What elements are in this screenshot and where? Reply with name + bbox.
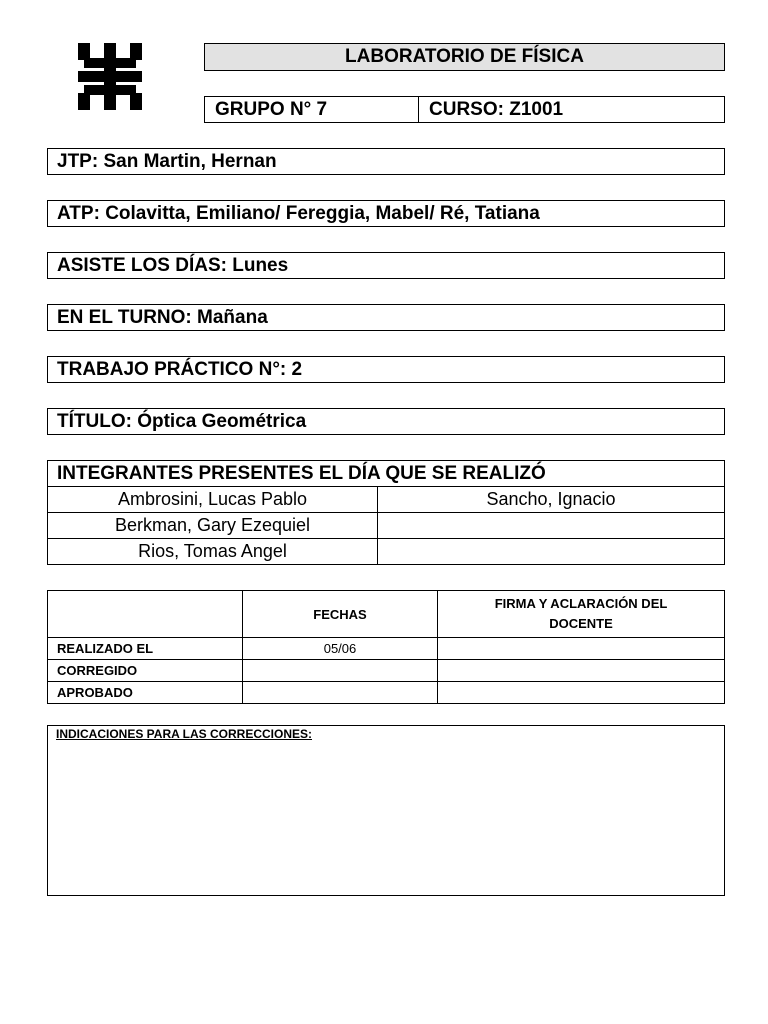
tp-number-field: TRABAJO PRÁCTICO N°: 2 [47, 356, 725, 383]
atp-field: ATP: Colavitta, Emiliano/ Fereggia, Mabel/ Ré, Tatiana [47, 200, 725, 227]
table-row [48, 660, 725, 682]
utn-logo [78, 43, 142, 110]
firma-header [438, 591, 725, 638]
title-field: TÍTULO: Óptica Geométrica [47, 408, 725, 435]
empty-header-cell [48, 591, 243, 638]
table-header-row [48, 591, 725, 638]
row-label: CORREGIDO [48, 660, 243, 682]
date-cell: 05/06 [243, 638, 438, 660]
firma-header-line1: FIRMA Y ACLARACIÓN DEL [494, 596, 668, 611]
member-cell: Rios, Tomas Angel [48, 539, 378, 565]
signature-cell [438, 638, 725, 660]
member-cell: Berkman, Gary Ezequiel [48, 513, 378, 539]
date-cell [243, 660, 438, 682]
row-label: REALIZADO EL [48, 638, 243, 660]
signature-cell [438, 682, 725, 704]
member-cell [378, 539, 725, 565]
table-row [48, 539, 725, 565]
course-cell: CURSO: Z1001 [429, 98, 564, 120]
jtp-field: JTP: San Martin, Hernan [47, 148, 725, 175]
signature-cell [438, 660, 725, 682]
shift-field: EN EL TURNO: Mañana [47, 304, 725, 331]
group-course-row [204, 96, 725, 123]
corrections-box [47, 725, 725, 896]
table-row [48, 513, 725, 539]
lab-title: LABORATORIO DE FÍSICA [345, 46, 584, 67]
page-title [204, 43, 725, 71]
member-cell [378, 513, 725, 539]
group-cell: GRUPO N° 7 [205, 97, 419, 122]
member-cell: Sancho, Ignacio [378, 487, 725, 513]
members-heading: INTEGRANTES PRESENTES EL DÍA QUE SE REALIZÓ [48, 461, 725, 487]
members-table [47, 460, 725, 565]
row-label: APROBADO [48, 682, 243, 704]
member-cell: Ambrosini, Lucas Pablo [48, 487, 378, 513]
corrections-label: INDICACIONES PARA LAS CORRECCIONES: [56, 727, 313, 741]
dates-table [47, 590, 725, 704]
firma-header-line2: DOCENTE [549, 616, 613, 631]
table-row [48, 638, 725, 660]
date-cell [243, 682, 438, 704]
days-field: ASISTE LOS DÍAS: Lunes [47, 252, 725, 279]
table-row [48, 682, 725, 704]
fechas-header: FECHAS [243, 591, 438, 638]
table-row [48, 487, 725, 513]
